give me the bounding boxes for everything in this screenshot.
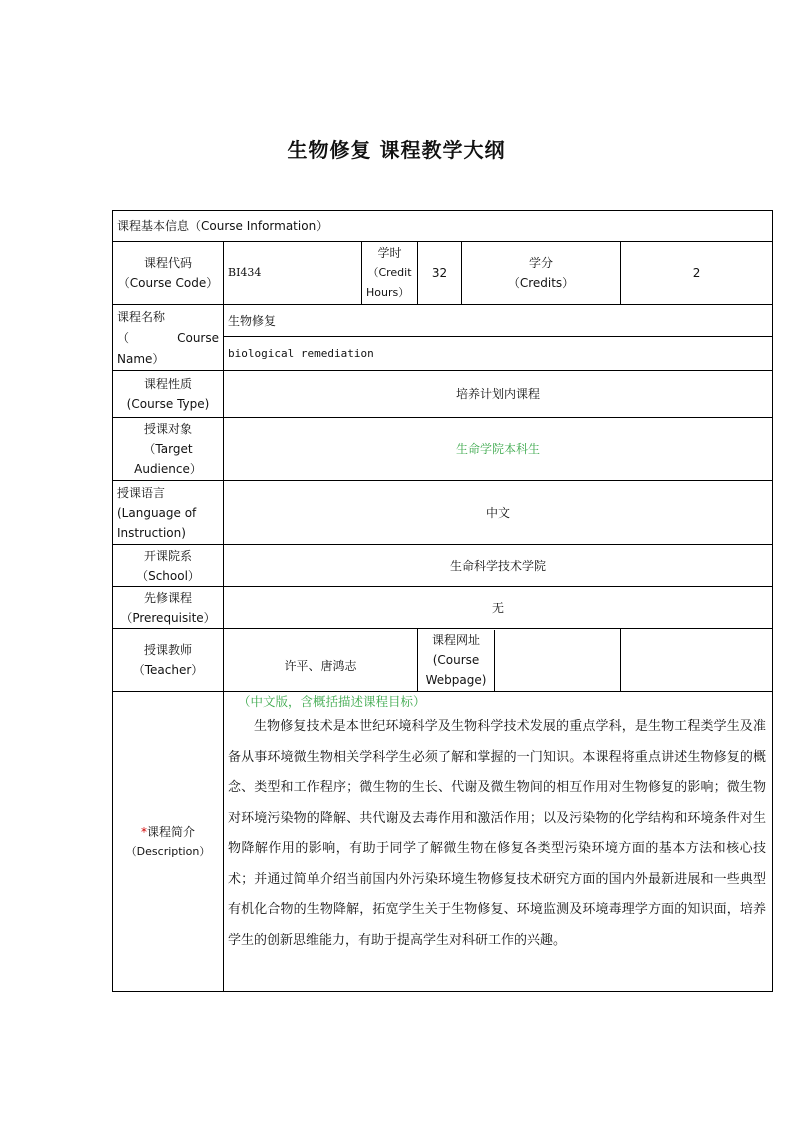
teacher-label: 授课教师 （Teacher） <box>113 629 224 692</box>
course-name-label: 课程名称 （ Course Name） <box>113 305 224 371</box>
credits-value: 2 <box>621 242 773 305</box>
description-note: （中文版，含概括描述课程目标） <box>238 694 426 709</box>
school-label: 开课院系 （School） <box>113 545 224 587</box>
credit-hours-label: 学时 （Credit Hours） <box>362 242 418 305</box>
prerequisite-label: 先修课程 （Prerequisite） <box>113 587 224 629</box>
table-row <box>113 481 773 545</box>
prerequisite-value: 无 <box>224 587 773 629</box>
course-type-value: 培养计划内课程 <box>224 371 773 418</box>
page-title: 生物修复 课程教学大纲 <box>287 138 506 162</box>
target-audience-label: 授课对象 （Target Audience） <box>113 418 224 481</box>
course-type-label: 课程性质 (Course Type) <box>113 371 224 418</box>
course-name-en: biological remediation <box>224 337 773 371</box>
webpage-cell <box>418 629 621 692</box>
target-audience-value: 生命学院本科生 <box>224 418 773 481</box>
course-info-table <box>112 210 773 992</box>
course-name-cn: 生物修复 <box>224 305 773 337</box>
language-label: 授课语言 (Language of Instruction) <box>113 481 224 545</box>
table-row <box>113 371 773 418</box>
course-webpage-value-cont <box>621 629 773 692</box>
table-row <box>113 545 773 587</box>
course-webpage-value <box>495 630 620 691</box>
table-row <box>113 692 773 992</box>
course-code-label: 课程代码 （Course Code） <box>113 242 224 305</box>
course-code-value: BI434 <box>224 242 362 305</box>
table-row <box>113 629 773 692</box>
table-row <box>113 418 773 481</box>
language-value: 中文 <box>224 481 773 545</box>
description-text: 生物修复技术是本世纪环境科学及生物科学技术发展的重点学科，是生物工程类学生及准备从事环境微生物相关学科学生必须了解和掌握的一门知识。本课程将重点讲述生物修复的概念、类型和工作程序；微生物的生长、代谢及微生物间的相互作用对生物修复的影响；微生物对环境污染物的降解、共代谢及去毒作用和激活作用；以及污染物的化学结构和环境条件对生物降解作用的影响，有助于同学了解微生物在修复各类型污染环境方面的基本方法和核心技术；并通过简单介绍当前国内外污染环境生物修复技术研究方面的国内外最新进展和一些典型有机化合物的生物降解，拓宽学生关于生物修复、环境监测及环境毒理学方面的知识面，培养学生的创新思维能力，有助于提高学生对科研工作的兴趣。 <box>228 719 767 948</box>
description-content <box>224 692 773 992</box>
table-row <box>113 305 773 337</box>
table-row <box>113 242 773 305</box>
description-label: *课程简介 （Description） <box>113 692 224 992</box>
required-asterisk: * <box>140 824 147 839</box>
table-row <box>113 587 773 629</box>
credit-hours-value: 32 <box>418 242 462 305</box>
course-webpage-label: 课程网址 (Course Webpage) <box>418 630 495 691</box>
table-row <box>113 211 773 242</box>
teacher-value: 许平、唐鸿志 <box>224 629 418 692</box>
credits-label: 学分 （Credits） <box>462 242 621 305</box>
section-header: 课程基本信息（Course Information） <box>113 211 773 242</box>
school-value: 生命科学技术学院 <box>224 545 773 587</box>
